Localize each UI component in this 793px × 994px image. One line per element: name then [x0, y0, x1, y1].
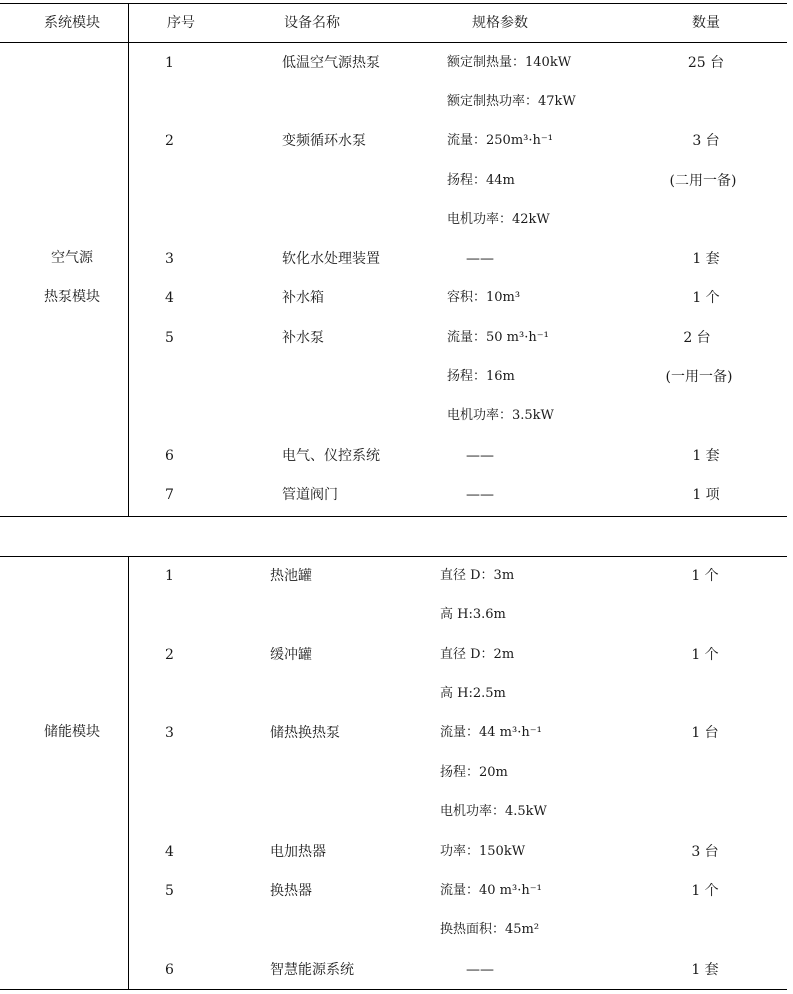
row-seq: 7 — [165, 487, 174, 503]
row-qty: 1 个 — [691, 647, 719, 663]
row-device-name: 电加热器 — [270, 844, 326, 860]
row-spec: 容积：10m³ — [447, 290, 521, 305]
header-module: 系统模块 — [44, 15, 100, 31]
row-device-name: 储热换热泵 — [270, 725, 340, 741]
row-qty: 1 个 — [691, 568, 719, 584]
row-qty: 1 个 — [692, 290, 720, 306]
row-spec: 功率：150kW — [440, 844, 526, 859]
row-seq: 5 — [165, 883, 174, 899]
row-spec: 高 H:2.5m — [440, 686, 506, 701]
header-spec: 规格参数 — [472, 15, 528, 31]
header-seq: 序号 — [167, 15, 195, 31]
section1-bottom-rule — [0, 516, 787, 517]
row-device-name: 补水箱 — [282, 290, 324, 306]
row-qty: 3 台 — [692, 133, 720, 149]
row-spec: —— — [466, 962, 494, 978]
row-seq: 4 — [165, 290, 174, 306]
row-seq: 2 — [165, 647, 174, 663]
row-device-name: 变频循环水泵 — [282, 133, 366, 149]
row-device-name: 缓冲罐 — [270, 647, 312, 663]
row-spec: 额定制热功率：47kW — [447, 94, 576, 109]
table-bottom-rule — [0, 989, 787, 990]
row-qty: 2 台 — [683, 330, 711, 346]
section1-column-divider — [128, 42, 129, 517]
row-qty: 1 项 — [692, 487, 720, 503]
row-seq: 1 — [165, 568, 174, 584]
row-spec: 扬程：44m — [447, 173, 515, 188]
module-label: 储能模块 — [44, 724, 100, 740]
row-device-name: 补水泵 — [282, 330, 324, 346]
row-spec: 扬程：20m — [440, 765, 508, 780]
row-seq: 6 — [165, 962, 174, 978]
row-qty: (一用一备) — [665, 369, 733, 385]
row-spec: 额定制热量：140kW — [447, 55, 572, 70]
row-spec: 流量：44 m³·h⁻¹ — [440, 725, 542, 740]
row-device-name: 电气、仪控系统 — [282, 448, 380, 464]
row-device-name: 软化水处理装置 — [282, 251, 380, 267]
module-label: 热泵模块 — [44, 289, 100, 305]
header-bottom-rule — [0, 42, 787, 43]
row-seq: 5 — [165, 330, 174, 346]
row-qty: 1 个 — [691, 883, 719, 899]
row-seq: 3 — [165, 725, 174, 741]
header-column-divider — [128, 3, 129, 43]
row-device-name: 智慧能源系统 — [270, 962, 354, 978]
section2-column-divider — [128, 556, 129, 990]
row-seq: 3 — [165, 251, 174, 267]
row-seq: 2 — [165, 133, 174, 149]
row-qty: 1 套 — [692, 448, 720, 464]
row-spec: 流量：250m³·h⁻¹ — [447, 133, 553, 148]
row-seq: 4 — [165, 844, 174, 860]
header-qty: 数量 — [692, 15, 720, 31]
row-qty: 25 台 — [687, 55, 725, 71]
row-qty: (二用一备) — [669, 173, 737, 189]
row-spec: —— — [466, 448, 494, 464]
row-spec: 直径 D：2m — [440, 647, 515, 662]
table-top-rule — [0, 3, 787, 4]
row-spec: 直径 D：3m — [440, 568, 515, 583]
row-spec: —— — [466, 487, 494, 503]
row-spec: 流量：40 m³·h⁻¹ — [440, 883, 542, 898]
row-spec: 扬程：16m — [447, 369, 515, 384]
row-spec: —— — [466, 251, 494, 267]
row-spec: 电机功率：42kW — [447, 212, 550, 227]
row-qty: 1 套 — [692, 251, 720, 267]
row-device-name: 换热器 — [270, 883, 312, 899]
row-seq: 6 — [165, 448, 174, 464]
row-seq: 1 — [165, 55, 174, 71]
row-spec: 高 H:3.6m — [440, 607, 506, 622]
row-device-name: 热池罐 — [270, 568, 312, 584]
row-spec: 换热面积：45m² — [440, 922, 540, 937]
row-qty: 3 台 — [691, 844, 719, 860]
row-device-name: 低温空气源热泵 — [282, 55, 380, 71]
row-spec: 电机功率：4.5kW — [440, 804, 547, 819]
row-spec: 流量：50 m³·h⁻¹ — [447, 330, 549, 345]
row-spec: 电机功率：3.5kW — [447, 408, 554, 423]
header-name: 设备名称 — [284, 15, 340, 31]
module-label: 空气源 — [51, 250, 93, 266]
section2-top-rule — [0, 556, 787, 557]
row-qty: 1 套 — [691, 962, 719, 978]
row-qty: 1 台 — [691, 725, 719, 741]
row-device-name: 管道阀门 — [282, 487, 338, 503]
